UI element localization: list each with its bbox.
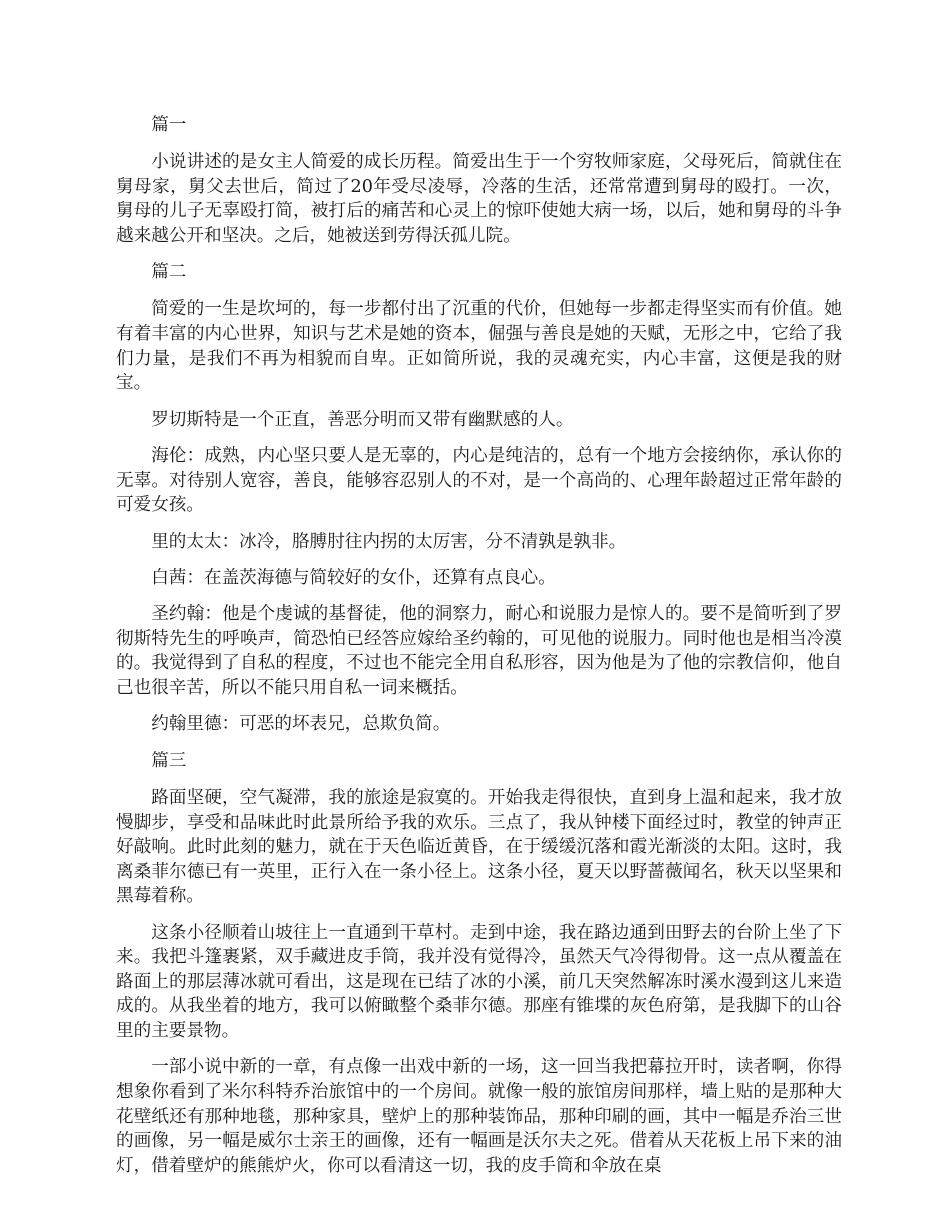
paragraph: 路面坚硬，空气凝滞，我的旅途是寂寞的。开始我走得很快，直到身上温和起来，我才放慢脚步，享受和品味此时此景所给予我的欢乐。三点了，我从钟楼下面经过时，教堂的钟声正好敲响。此时此刻的魅力，就在于天色临近黄昏，在于缓缓沉落和霞光渐淡的太阳。这时，我离桑菲尔德已有一英里，正行入在一条小径上。这条小径，夏天以野蔷薇闻名，秋天以坚果和黑莓着称。 (116, 787, 842, 907)
paragraph: 圣约翰：他是个虔诚的基督徒，他的洞察力，耐心和说服力是惊人的。要不是简听到了罗彻斯特先生的呼唤声，简恐怕已经答应嫁给圣约翰的，可见他的说服力。同时他也是相当冷漠的。我觉得到了自私的程度，不过也不能完全用自私形容，因为他是为了他的宗教信仰，他自己也很辛苦，所以不能只用自私一词来概括。 (116, 604, 842, 699)
document-body (116, 113, 842, 1190)
section-heading: 篇二 (151, 262, 187, 283)
paragraph: 简爱的一生是坎坷的，每一步都付出了沉重的代价，但她每一步都走得坚实而有价值。她有着丰富的内心世界，知识与艺术是她的资本，倔强与善良是她的天赋，无形之中，它给了我们力量，是我们不再为相貌而自卑。正如简所说，我的灵魂充实，内心丰富，这便是我的财宝。 (116, 299, 842, 394)
paragraph: 罗切斯特是一个正直，善恶分明而又带有幽默感的人。 (151, 409, 574, 430)
paragraph: 里的太太：冰冷，胳膊肘往内拐的太厉害，分不清孰是孰非。 (151, 531, 627, 552)
paragraph: 海伦：成熟，内心坚只要人是无辜的，内心是纯洁的，总有一个地方会接纳你，承认你的无辜。对待别人宽容，善良，能够容忍别人的不对，是一个高尚的、心理年龄超过正常年龄的可爱女孩。 (116, 445, 842, 516)
paragraph: 一部小说中新的一章，有点像一出戏中新的一场，这一回当我把幕拉开时，读者啊，你得想象你看到了米尔科特乔治旅馆中的一个房间。就像一般的旅馆房间那样，墙上贴的是那种大花壁纸还有那种地毯，那种家具，壁炉上的那种装饰品，那种印刷的画，其中一幅是乔治三世的画像，另一幅是威尔士亲王的画像，还有一幅画是沃尔夫之死。借着从天花板上吊下来的油灯，借着壁炉的熊熊炉火，你可以看清这一切，我的皮手筒和伞放在桌 (116, 1057, 842, 1176)
paragraph: 白茜：在盖茨海德与简较好的女仆，还算有点良心。 (151, 567, 556, 588)
paragraph: 这条小径顺着山坡往上一直通到干草村。走到中途，我在路边通到田野去的台阶上坐了下来。我把斗篷裹紧，双手藏进皮手筒，我并没有觉得冷，虽然天气冷得彻骨。这一点从覆盖在路面上的那层薄冰就可看出，这是现在已结了冰的小溪，前几天突然解冻时溪水漫到这儿来造成的。从我坐着的地方，我可以俯瞰整个桑菲尔德。那座有锥堞的灰色府第，是我脚下的山谷里的主要景物。 (116, 922, 842, 1042)
section-heading: 篇一 (151, 115, 187, 135)
paragraph: 小说讲述的是女主人简爱的成长历程。简爱出生于一个穷牧师家庭，父母死后，简就住在舅母家，舅父去世后，简过了20年受尽凌辱，冷落的生活，还常常遭到舅母的殴打。一次，舅母的儿子无辜殴打简，被打后的痛苦和心灵上的惊吓使她大病一场，以后，她和舅母的斗争越来越公开和坚决。之后，她被送到劳得沃孤儿院。 (116, 152, 842, 246)
section-heading: 篇三 (151, 750, 187, 771)
paragraph: 约翰里德：可恶的坏表兄，总欺负简。 (151, 714, 451, 735)
